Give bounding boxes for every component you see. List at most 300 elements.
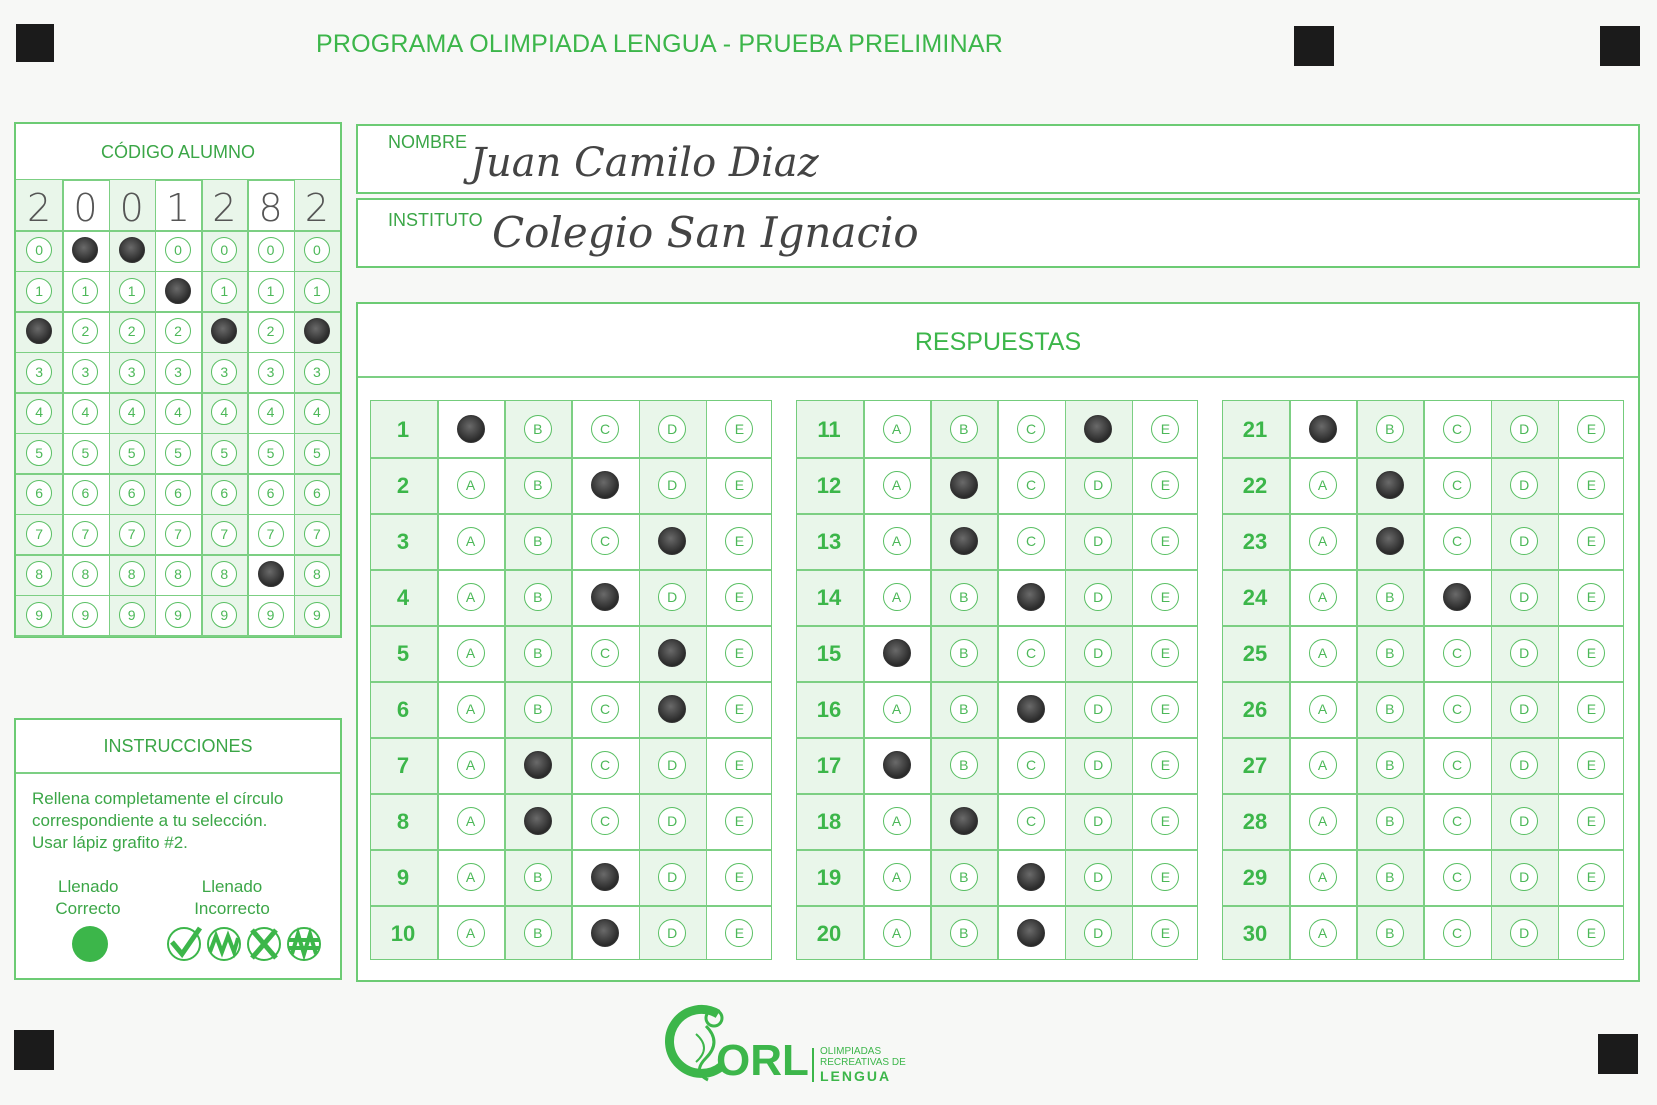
answer-bubble-d[interactable]: D (1084, 583, 1112, 611)
answer-bubble-e[interactable]: E (1577, 919, 1605, 947)
question-number: 2 (396, 473, 410, 498)
answer-bubble-e[interactable]: E (725, 751, 753, 779)
answer-bubble-c[interactable]: C (1443, 919, 1471, 947)
answer-bubble-b[interactable] (524, 807, 552, 835)
code-bubble[interactable]: 1 (211, 278, 237, 304)
code-bubble[interactable]: 5 (26, 440, 52, 466)
code-bubble[interactable]: 3 (211, 359, 237, 385)
answer-bubble-c[interactable]: C (1443, 639, 1471, 667)
code-bubble[interactable]: 7 (72, 521, 98, 547)
code-bubble[interactable]: 6 (119, 480, 145, 506)
answer-bubble-a[interactable]: A (1309, 639, 1337, 667)
code-bubble[interactable]: 7 (211, 521, 237, 547)
answer-bubble-d[interactable]: D (1510, 919, 1538, 947)
answer-bubble-e[interactable]: E (1577, 807, 1605, 835)
answer-bubble-c[interactable] (591, 863, 619, 891)
answer-bubble-d[interactable]: D (1510, 583, 1538, 611)
answer-bubble-d[interactable]: D (1510, 639, 1538, 667)
code-bubble[interactable]: 8 (119, 561, 145, 587)
code-bubble[interactable]: 0 (211, 237, 237, 263)
answer-bubble-a[interactable]: A (883, 863, 911, 891)
code-bubble[interactable]: 9 (211, 602, 237, 628)
answer-block (1222, 400, 1624, 960)
answer-bubble-d[interactable]: D (1084, 807, 1112, 835)
answer-bubble-c[interactable]: C (1443, 751, 1471, 779)
code-bubble[interactable]: 1 (72, 278, 98, 304)
answer-bubble-c[interactable]: C (1443, 527, 1471, 555)
answer-bubble-e[interactable]: E (1151, 863, 1179, 891)
code-bubble[interactable]: 9 (72, 602, 98, 628)
answer-bubble-a[interactable]: A (883, 471, 911, 499)
answer-bubble-d[interactable]: D (658, 583, 686, 611)
answer-bubble-b[interactable]: B (950, 751, 978, 779)
instructions-line-3: Usar lápiz grafito #2. (32, 833, 188, 852)
code-bubble[interactable]: 9 (26, 602, 52, 628)
answer-bubble-b[interactable] (950, 471, 978, 499)
code-bubble[interactable]: 6 (304, 480, 330, 506)
column-divider (706, 401, 708, 959)
answer-bubble-b[interactable] (1376, 527, 1404, 555)
name-label: NOMBRE (388, 132, 468, 152)
answer-bubble-b[interactable]: B (524, 695, 552, 723)
answer-bubble-d[interactable]: D (1510, 415, 1538, 443)
answer-bubble-b[interactable]: B (950, 919, 978, 947)
answer-bubble-e[interactable]: E (725, 695, 753, 723)
answer-bubble-e[interactable]: E (1151, 807, 1179, 835)
answer-block (796, 400, 1198, 960)
row-divider (16, 595, 340, 597)
student-code-label: CÓDIGO ALUMNO (100, 142, 256, 162)
code-bubble[interactable]: 4 (258, 399, 284, 425)
answer-bubble-b[interactable]: B (524, 639, 552, 667)
column-divider (62, 180, 64, 636)
code-bubble[interactable]: 8 (211, 561, 237, 587)
code-bubble[interactable]: 7 (26, 521, 52, 547)
answer-bubble-a[interactable]: A (1309, 471, 1337, 499)
column-divider (109, 180, 111, 636)
code-bubble[interactable]: 2 (119, 318, 145, 344)
column-divider (1491, 401, 1493, 959)
answer-bubble-e[interactable]: E (1151, 919, 1179, 947)
answer-bubble-b[interactable]: B (1376, 695, 1404, 723)
answer-bubble-a[interactable]: A (457, 695, 485, 723)
code-bubble[interactable] (119, 237, 145, 263)
answer-bubble-e[interactable]: E (1577, 863, 1605, 891)
code-bubble[interactable]: 5 (72, 440, 98, 466)
code-bubble[interactable]: 3 (119, 359, 145, 385)
answer-bubble-b[interactable]: B (524, 471, 552, 499)
column-divider (863, 401, 865, 959)
question-number: 18 (816, 809, 842, 834)
answer-bubble-b[interactable]: B (524, 919, 552, 947)
row-divider (16, 554, 340, 556)
answer-bubble-c[interactable] (591, 919, 619, 947)
answer-bubble-d[interactable]: D (1084, 527, 1112, 555)
answer-bubble-b[interactable]: B (1376, 751, 1404, 779)
code-bubble[interactable] (165, 278, 191, 304)
answer-bubble-c[interactable]: C (591, 527, 619, 555)
code-bubble[interactable] (304, 318, 330, 344)
code-bubble[interactable]: 8 (165, 561, 191, 587)
row-divider (797, 513, 1197, 515)
answer-bubble-a[interactable]: A (1309, 583, 1337, 611)
answer-bubble-c[interactable]: C (1017, 527, 1045, 555)
answer-bubble-a[interactable]: A (1309, 695, 1337, 723)
code-bubble[interactable]: 5 (119, 440, 145, 466)
answer-bubble-b[interactable]: B (950, 863, 978, 891)
code-bubble[interactable]: 7 (304, 521, 330, 547)
answer-bubble-d[interactable] (658, 695, 686, 723)
code-bubble[interactable]: 1 (258, 278, 284, 304)
code-bubble[interactable]: 0 (304, 237, 330, 263)
registration-mark-bottom-right (1598, 1034, 1638, 1074)
row-divider (371, 569, 771, 571)
question-number: 13 (816, 529, 842, 554)
row-divider (371, 625, 771, 627)
answer-bubble-d[interactable]: D (658, 807, 686, 835)
answer-bubble-d[interactable]: D (1084, 919, 1112, 947)
answer-bubble-c[interactable]: C (1017, 751, 1045, 779)
answer-bubble-d[interactable]: D (658, 415, 686, 443)
row-divider (16, 514, 340, 516)
question-number: 6 (396, 697, 410, 722)
row-divider (1223, 513, 1623, 515)
registration-mark-top-left (16, 24, 54, 62)
answer-bubble-e[interactable]: E (725, 919, 753, 947)
code-bubble[interactable]: 0 (26, 237, 52, 263)
answer-bubble-e[interactable]: E (725, 415, 753, 443)
answer-bubble-c[interactable]: C (591, 695, 619, 723)
answer-bubble-c[interactable]: C (591, 639, 619, 667)
row-divider (797, 457, 1197, 459)
answer-bubble-d[interactable]: D (1510, 863, 1538, 891)
column-divider (1423, 401, 1425, 959)
answer-bubble-e[interactable]: E (1151, 527, 1179, 555)
answer-bubble-a[interactable]: A (883, 583, 911, 611)
code-bubble[interactable]: 9 (258, 602, 284, 628)
answer-bubble-d[interactable] (658, 527, 686, 555)
code-bubble[interactable]: 6 (26, 480, 52, 506)
answer-bubble-d[interactable]: D (1084, 695, 1112, 723)
answer-bubble-e[interactable]: E (1577, 751, 1605, 779)
answer-bubble-a[interactable] (883, 751, 911, 779)
answer-bubble-e[interactable]: E (1151, 415, 1179, 443)
code-bubble[interactable]: 3 (165, 359, 191, 385)
code-bubble[interactable]: 8 (304, 561, 330, 587)
written-digit: 2 (304, 186, 329, 230)
code-bubble[interactable]: 9 (304, 602, 330, 628)
code-bubble[interactable]: 4 (119, 399, 145, 425)
logo-subtitle-2: RECREATIVAS DE (820, 1057, 906, 1068)
code-bubble[interactable]: 9 (165, 602, 191, 628)
answer-bubble-c[interactable]: C (1443, 695, 1471, 723)
answer-bubble-a[interactable]: A (1309, 751, 1337, 779)
answer-bubble-a[interactable]: A (457, 471, 485, 499)
answer-bubble-b[interactable]: B (524, 863, 552, 891)
written-digit: 0 (73, 186, 98, 230)
code-bubble[interactable]: 3 (26, 359, 52, 385)
code-bubble[interactable]: 5 (304, 440, 330, 466)
answer-bubble-c[interactable]: C (1017, 415, 1045, 443)
answer-bubble-e[interactable]: E (1151, 695, 1179, 723)
code-bubble[interactable]: 7 (165, 521, 191, 547)
answer-bubble-c[interactable] (1017, 583, 1045, 611)
question-number: 17 (816, 753, 842, 778)
answer-bubble-a[interactable]: A (1309, 863, 1337, 891)
code-bubble[interactable] (258, 561, 284, 587)
code-bubble[interactable]: 7 (119, 521, 145, 547)
row-divider (797, 849, 1197, 851)
logo-text: ORL (716, 1036, 809, 1085)
code-bubble[interactable]: 4 (211, 399, 237, 425)
row-divider (371, 793, 771, 795)
answer-bubble-e[interactable]: E (1577, 527, 1605, 555)
answer-bubble-d[interactable]: D (1084, 863, 1112, 891)
answer-bubble-b[interactable]: B (1376, 583, 1404, 611)
code-bubble[interactable]: 4 (26, 399, 52, 425)
column-divider (437, 401, 439, 959)
answer-bubble-e[interactable]: E (1577, 639, 1605, 667)
answer-bubble-e[interactable]: E (725, 527, 753, 555)
row-divider (1223, 681, 1623, 683)
incorrect-fill-examples-icon (164, 924, 334, 964)
question-number: 1 (396, 417, 410, 442)
code-bubble[interactable]: 6 (165, 480, 191, 506)
logo-subtitle-1: OLIMPIADAS (820, 1046, 882, 1057)
row-divider (371, 457, 771, 459)
answer-bubble-a[interactable]: A (457, 863, 485, 891)
code-bubble[interactable] (72, 237, 98, 263)
answer-bubble-a[interactable]: A (1309, 527, 1337, 555)
answer-bubble-b[interactable] (950, 527, 978, 555)
column-divider (247, 180, 249, 636)
row-divider (16, 473, 340, 475)
answer-bubble-e[interactable]: E (725, 807, 753, 835)
answer-bubble-c[interactable] (1017, 695, 1045, 723)
answer-bubble-e[interactable]: E (1577, 415, 1605, 443)
code-bubble[interactable]: 2 (165, 318, 191, 344)
column-divider (639, 401, 641, 959)
row-divider (16, 433, 340, 435)
answer-bubble-d[interactable]: D (1084, 471, 1112, 499)
question-number: 9 (396, 865, 410, 890)
code-bubble[interactable]: 2 (72, 318, 98, 344)
answer-bubble-d[interactable]: D (1510, 471, 1538, 499)
code-bubble[interactable]: 4 (72, 399, 98, 425)
code-bubble[interactable]: 0 (258, 237, 284, 263)
code-bubble[interactable]: 1 (26, 278, 52, 304)
code-bubble[interactable]: 3 (72, 359, 98, 385)
question-number: 8 (396, 809, 410, 834)
answer-bubble-e[interactable]: E (1577, 471, 1605, 499)
answer-bubble-e[interactable]: E (725, 863, 753, 891)
answer-bubble-b[interactable]: B (950, 583, 978, 611)
answer-bubble-d[interactable]: D (1510, 527, 1538, 555)
code-bubble[interactable]: 1 (119, 278, 145, 304)
code-bubble[interactable]: 5 (165, 440, 191, 466)
student-code-block (14, 122, 342, 638)
written-digit: 2 (212, 186, 237, 230)
answer-bubble-c[interactable] (1443, 583, 1471, 611)
answer-bubble-e[interactable]: E (1151, 583, 1179, 611)
answer-bubble-e[interactable]: E (1151, 639, 1179, 667)
answer-bubble-c[interactable]: C (591, 751, 619, 779)
answer-bubble-b[interactable]: B (950, 639, 978, 667)
written-digit: 8 (258, 186, 283, 230)
answer-bubble-d[interactable]: D (658, 863, 686, 891)
row-divider (1223, 849, 1623, 851)
code-bubble[interactable]: 2 (258, 318, 284, 344)
answer-bubble-c[interactable]: C (1443, 807, 1471, 835)
answer-bubble-b[interactable]: B (1376, 415, 1404, 443)
answer-bubble-c[interactable]: C (591, 807, 619, 835)
answer-bubble-b[interactable] (524, 751, 552, 779)
answer-bubble-a[interactable]: A (883, 807, 911, 835)
logo-divider (812, 1048, 814, 1082)
page-title: PROGRAMA OLIMPIADA LENGUA - PRUEBA PRELIMINAR (316, 30, 1003, 58)
answer-bubble-b[interactable] (1376, 471, 1404, 499)
answer-bubble-a[interactable]: A (457, 639, 485, 667)
code-bubble[interactable]: 9 (119, 602, 145, 628)
question-number: 22 (1242, 473, 1268, 498)
answer-bubble-a[interactable] (1309, 415, 1337, 443)
answer-bubble-e[interactable]: E (1151, 471, 1179, 499)
code-bubble[interactable]: 8 (26, 561, 52, 587)
row-divider (1223, 737, 1623, 739)
answer-bubble-a[interactable]: A (457, 919, 485, 947)
written-digit: 0 (119, 186, 144, 230)
answer-bubble-a[interactable]: A (1309, 807, 1337, 835)
question-number: 3 (396, 529, 410, 554)
answer-bubble-d[interactable]: D (658, 919, 686, 947)
answer-bubble-d[interactable] (658, 639, 686, 667)
answer-bubble-a[interactable]: A (1309, 919, 1337, 947)
answer-bubble-a[interactable]: A (883, 415, 911, 443)
question-number: 26 (1242, 697, 1268, 722)
answer-bubble-b[interactable]: B (1376, 639, 1404, 667)
row-divider (371, 905, 771, 907)
code-bubble[interactable]: 6 (72, 480, 98, 506)
answer-bubble-c[interactable] (1017, 863, 1045, 891)
answer-bubble-c[interactable]: C (591, 415, 619, 443)
correct-fill-example-icon (72, 926, 108, 962)
incorrect-fill-label-1: Llenado (201, 877, 263, 896)
registration-mark-top-mid (1294, 26, 1334, 66)
answer-bubble-a[interactable] (457, 415, 485, 443)
written-digit: 2 (27, 186, 52, 230)
code-bubble[interactable]: 4 (165, 399, 191, 425)
answer-bubble-a[interactable]: A (457, 807, 485, 835)
answer-bubble-c[interactable]: C (1017, 471, 1045, 499)
question-number: 4 (396, 585, 410, 610)
answer-bubble-a[interactable]: A (457, 527, 485, 555)
answer-bubble-c[interactable]: C (1017, 807, 1045, 835)
answer-bubble-d[interactable]: D (1510, 751, 1538, 779)
institute-value: Colegio San Ignacio (492, 208, 919, 257)
row-divider (797, 793, 1197, 795)
question-number: 10 (390, 921, 416, 946)
code-bubble[interactable]: 6 (211, 480, 237, 506)
answer-bubble-e[interactable]: E (1577, 583, 1605, 611)
code-bubble[interactable]: 5 (211, 440, 237, 466)
registration-mark-top-right (1600, 26, 1640, 66)
answer-bubble-c[interactable] (1017, 919, 1045, 947)
code-bubble[interactable]: 5 (258, 440, 284, 466)
answer-bubble-d[interactable]: D (1510, 695, 1538, 723)
code-bubble[interactable]: 7 (258, 521, 284, 547)
code-bubble[interactable] (26, 318, 52, 344)
answer-bubble-c[interactable] (591, 471, 619, 499)
answer-bubble-d[interactable]: D (658, 751, 686, 779)
answer-bubble-b[interactable]: B (950, 415, 978, 443)
name-field (356, 124, 1640, 194)
code-bubble[interactable]: 3 (258, 359, 284, 385)
answer-bubble-a[interactable]: A (457, 751, 485, 779)
answer-bubble-b[interactable]: B (524, 583, 552, 611)
incorrect-fill-label-2: Incorrecto (194, 899, 270, 918)
answer-bubble-b[interactable]: B (524, 415, 552, 443)
answer-bubble-a[interactable] (883, 639, 911, 667)
code-bubble[interactable]: 1 (304, 278, 330, 304)
row-divider (797, 569, 1197, 571)
answer-bubble-b[interactable]: B (950, 695, 978, 723)
column-divider (1132, 401, 1134, 959)
answer-bubble-b[interactable]: B (1376, 863, 1404, 891)
answer-bubble-c[interactable]: C (1443, 471, 1471, 499)
answer-bubble-e[interactable]: E (725, 639, 753, 667)
answer-bubble-d[interactable]: D (1510, 807, 1538, 835)
answer-bubble-d[interactable] (1084, 415, 1112, 443)
code-bubble[interactable]: 0 (165, 237, 191, 263)
row-divider (797, 625, 1197, 627)
institute-label: INSTITUTO (388, 210, 483, 230)
logo-subtitle-3: LENGUA (820, 1068, 892, 1084)
answer-bubble-e[interactable]: E (725, 583, 753, 611)
answer-bubble-e[interactable]: E (1151, 751, 1179, 779)
question-number: 5 (396, 641, 410, 666)
code-bubble[interactable]: 8 (72, 561, 98, 587)
answer-bubble-c[interactable] (591, 583, 619, 611)
answer-bubble-b[interactable]: B (1376, 919, 1404, 947)
answer-bubble-d[interactable]: D (1084, 751, 1112, 779)
answer-bubble-c[interactable]: C (1443, 863, 1471, 891)
code-bubble[interactable]: 6 (258, 480, 284, 506)
answer-bubble-b[interactable] (950, 807, 978, 835)
answer-bubble-a[interactable]: A (457, 583, 485, 611)
column-divider (201, 180, 203, 636)
question-number: 27 (1242, 753, 1268, 778)
code-bubble[interactable]: 4 (304, 399, 330, 425)
answer-bubble-a[interactable]: A (883, 527, 911, 555)
answer-bubble-c[interactable]: C (1443, 415, 1471, 443)
answer-bubble-d[interactable]: D (658, 471, 686, 499)
question-number: 25 (1242, 641, 1268, 666)
registration-mark-bottom-left (14, 1030, 54, 1070)
answer-bubble-b[interactable]: B (524, 527, 552, 555)
row-divider (371, 681, 771, 683)
column-divider (1065, 401, 1067, 959)
answer-bubble-b[interactable]: B (1376, 807, 1404, 835)
answer-bubble-d[interactable]: D (1084, 639, 1112, 667)
row-divider (16, 311, 340, 313)
answer-bubble-e[interactable]: E (725, 471, 753, 499)
code-bubble[interactable]: 3 (304, 359, 330, 385)
answer-bubble-a[interactable]: A (883, 695, 911, 723)
answer-bubble-e[interactable]: E (1577, 695, 1605, 723)
answer-bubble-a[interactable]: A (883, 919, 911, 947)
row-divider (16, 392, 340, 394)
answer-bubble-c[interactable]: C (1017, 639, 1045, 667)
